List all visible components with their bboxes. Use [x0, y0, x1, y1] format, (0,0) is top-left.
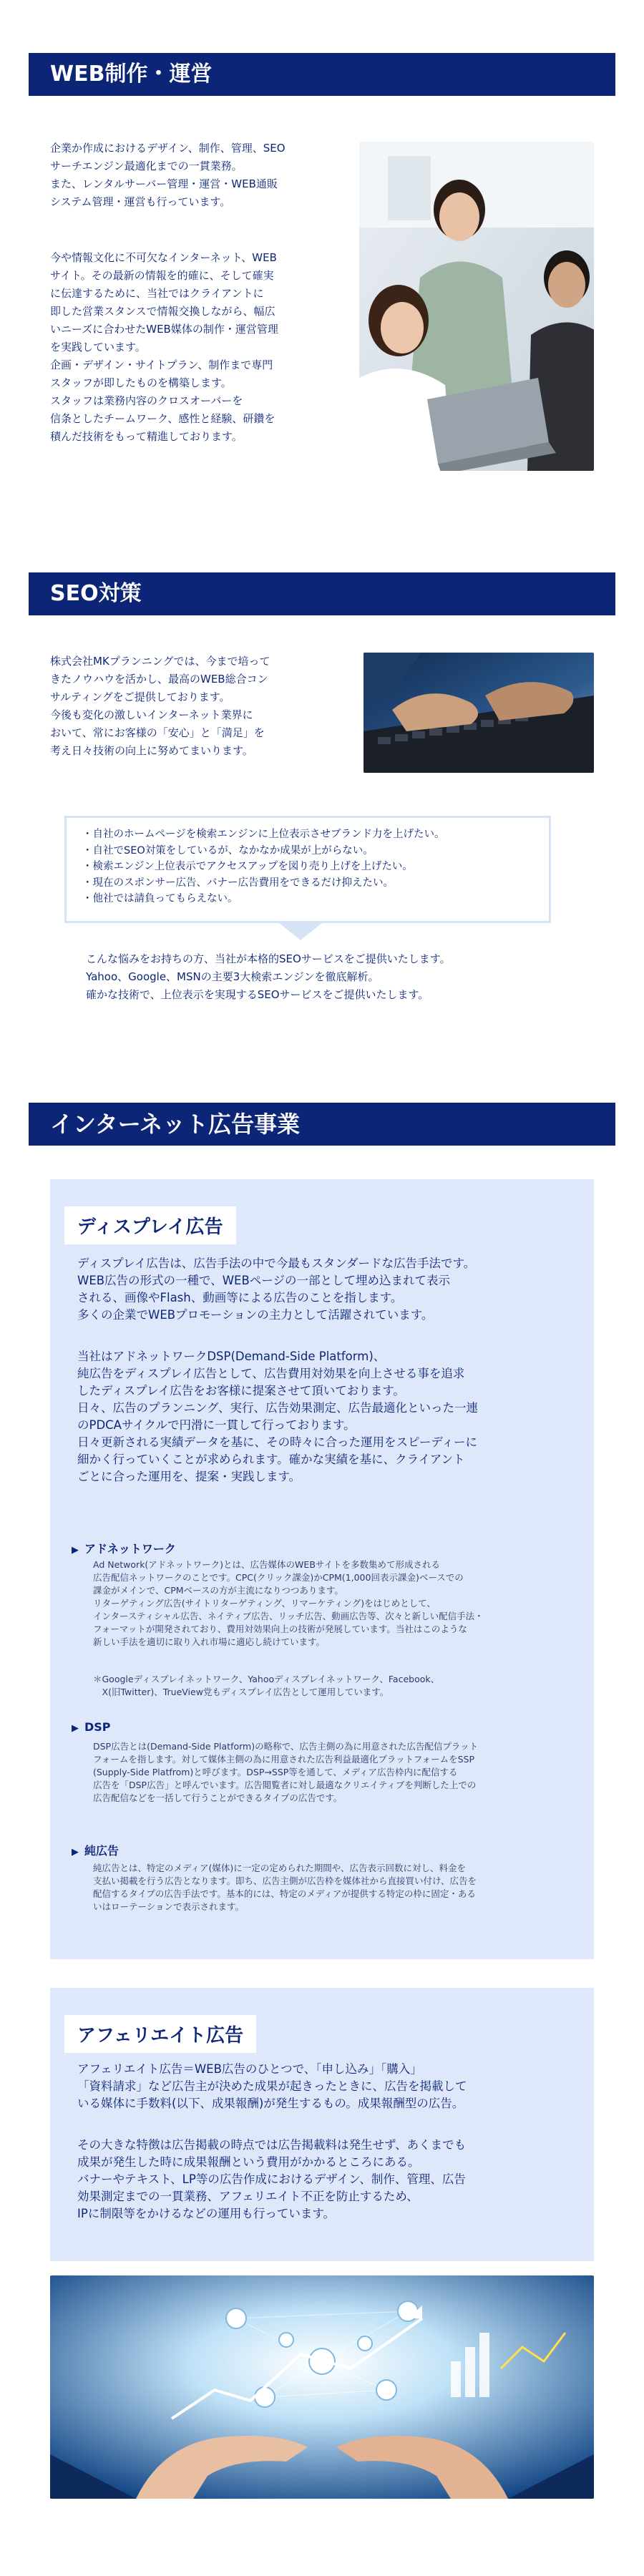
adnet-line: 課金がメインで、CPMベースの方が主流になりつつあります。	[93, 1585, 343, 1596]
dsp-text	[93, 1740, 572, 1805]
web-description	[50, 249, 351, 446]
pure-line: いはローテーションで表示されます。	[93, 1901, 245, 1912]
seo-line: 考え日々技術の向上に努めてまいります。	[50, 744, 253, 757]
affiliate-line: 「資料請求」など広告主が決めた成果が起きったときに、広告を掲載して	[77, 2079, 467, 2093]
section-title-web: WEB制作・運営	[29, 53, 615, 96]
seo-concern-item: ・自社のホームページを検索エンジンに上位表示させブランド力を上げたい。	[82, 829, 445, 840]
seo-concerns-box	[64, 816, 551, 923]
adnetwork-note	[93, 1673, 572, 1699]
seo-concern-item: ・現在のスポンサー広告、バナー広告費用をできるだけ抑えたい。	[82, 877, 394, 889]
affiliate-intro	[77, 2061, 578, 2112]
web-line: 信条としたチームワーク、感性と経験、研鑽を	[50, 412, 275, 425]
web-line: サイト。その最新の情報を的確に、そして確実	[50, 269, 274, 282]
web-line: 積んだ技術をもって精進しております。	[50, 430, 243, 443]
web-line: に伝達するために、当社ではクライアントに	[50, 287, 264, 300]
web-line: いニーズに合わせたWEB媒体の制作・運営管理	[50, 323, 278, 336]
seo-service-text	[86, 950, 587, 1004]
seo-after-line: こんな悩みをお持ちの方、当社が本格的SEOサービスをご提供いたします。	[86, 952, 451, 965]
pure-line: 支払い掲載を行う広告となります。即ち、広告主側が広告枠を媒体社から直接買い付け、広告を	[93, 1875, 477, 1886]
affiliate-line: アフェリエイト広告＝WEB広告のひとつで、「申し込み」「購入」	[77, 2062, 422, 2076]
office-team-photo	[359, 142, 594, 471]
display-line: 当社はアドネットワークDSP(Demand-Side Platform)、	[77, 1350, 386, 1363]
adnetwork-heading	[72, 1540, 176, 1556]
web-line: 今や情報文化に不可欠なインターネット、WEB	[50, 251, 277, 264]
web-line: また、レンタルサーバー管理・運営・WEB通販	[50, 177, 278, 190]
pure-ad-text	[93, 1862, 572, 1913]
dsp-title: DSP	[84, 1720, 111, 1734]
display-line: 細かく行っていくことが求められます。確かな実績を基に、クライアント	[77, 1453, 465, 1466]
web-line: システム管理・運営も行っています。	[50, 195, 231, 208]
adnetwork-text	[93, 1558, 572, 1649]
display-ad-title: ディスプレイ広告	[64, 1206, 236, 1244]
display-ad-detail	[77, 1348, 571, 1485]
display-line: 純広告をディスプレイ広告として、広告費用対効果を向上させる事を追求	[77, 1367, 465, 1380]
adnet-line: フォーマットが開発されており、費用対効果向上の技術が発展しています。当社はこのような	[93, 1624, 467, 1634]
display-ad-intro	[77, 1255, 571, 1324]
display-line: される、画像やFlash、動画等による広告のことを指します。	[77, 1291, 403, 1304]
seo-line: サルティングをご提供しております。	[50, 691, 230, 703]
seo-description	[50, 653, 351, 760]
triangle-right-icon: ▶	[72, 1545, 79, 1556]
pure-ad-heading	[72, 1842, 119, 1858]
dsp-line: 広告を「DSP広告」と呼んでいます。広告閲覧者に対し最適なクリエイティブを判断した上での	[93, 1780, 477, 1790]
triangle-right-icon: ▶	[72, 1847, 79, 1858]
adnet-line: インタースティシャル広告、ネイティブ広告、リッチ広告、動画広告等、次々と新しい配信手法・	[93, 1611, 484, 1621]
triangle-right-icon: ▶	[72, 1723, 79, 1734]
seo-after-line: 確かな技術で、上位表示を実現するSEOサービスをご提供いたします。	[86, 988, 429, 1001]
dsp-heading	[72, 1720, 111, 1734]
display-line: 日々更新される実績データを基に、その時々に合った運用をスピーディーに	[77, 1435, 478, 1449]
display-line: したディスプレイ広告をお客様に提案させて頂いております。	[77, 1384, 405, 1397]
display-line: ごとに合った運用を、提案・実践します。	[77, 1470, 301, 1483]
keyboard-photo	[364, 653, 594, 773]
affiliate-line: 成果が発生した時に成果報酬という費用がかかるところにある。	[77, 2155, 420, 2169]
affiliate-line: いる媒体に手数料(以下、成果報酬)が発生するもの。成果報酬型の広告。	[77, 2097, 464, 2110]
adnet-line: リターゲティング広告(サイトリターゲティング、リマーケティング)をはじめとして、	[93, 1598, 436, 1609]
seo-after-line: Yahoo、Google、MSNの主要3大検索エンジンを徹底解析。	[86, 970, 379, 983]
affiliate-line: IPに制限等をかけるなどの運用も行っています。	[77, 2207, 335, 2220]
adnet-line: Ad Network(アドネットワーク)とは、広告媒体のWEBサイトを多数集めて形成される	[93, 1559, 441, 1570]
seo-concern-item: ・自社でSEO対策をしているが、なかなか成果が上がらない。	[82, 844, 374, 857]
adnet-line: 新しい手法を適切に取り入れ市場に適応し続けています。	[93, 1636, 326, 1647]
section-title-ad: インターネット広告事業	[29, 1103, 615, 1146]
dsp-line: 広告配信などを一括して行うことができるタイプの広告です。	[93, 1792, 343, 1803]
display-line: WEB広告の形式の一種で、WEBページの一部として埋め込まれて表示	[77, 1274, 450, 1287]
adnet-line: 広告配信ネットワークのことです。CPC(クリック課金)かCPM(1,000回表示課金)ベースでの	[93, 1572, 464, 1583]
affiliate-detail	[77, 2137, 578, 2223]
affiliate-ad-title: アフェリエイト広告	[64, 2015, 256, 2053]
web-line: スタッフは業務内容のクロスオーバーを	[50, 394, 243, 407]
adnet-note-line: ＊Googleディスプレイネットワーク、Yahooディスプレイネットワーク、Facebook、	[93, 1674, 440, 1684]
dsp-line: (Supply-Side Platfrom)と呼びます。DSP→SSP等を通して、メディア広告枠内に配信する	[93, 1767, 458, 1777]
display-line: 多くの企業でWEBプロモーションの主力として活躍されています。	[77, 1308, 434, 1322]
seo-line: 今後も変化の激しいインターネット業界に	[50, 708, 253, 721]
web-intro	[50, 140, 351, 211]
seo-concern-item: ・他社では請負ってもらえない。	[82, 893, 238, 904]
display-line: 日々、広告のプランニング、実行、広告効果測定、広告最適化といった一連	[77, 1401, 479, 1415]
web-line: 企画・デザイン・サイトプラン、制作まで専門	[50, 358, 273, 371]
adnet-note-line: X(旧Twitter)、TrueView党もディスプレイ広告として運用しています。	[93, 1687, 389, 1697]
section-title-seo: SEO対策	[29, 572, 615, 615]
pure-ad-title: 純広告	[84, 1844, 119, 1858]
web-line: 企業か作成におけるデザイン、制作、管理、SEO	[50, 142, 286, 155]
seo-concern-item: ・検索エンジン上位表示でアクセスアップを図り売り上げを上げたい。	[82, 861, 413, 872]
affiliate-line: その大きな特徴は広告掲載の時点では広告掲載料は発生せず、あくまでも	[77, 2138, 467, 2152]
display-line: のPDCAサイクルで円滑に一貫して行っております。	[77, 1418, 356, 1432]
pure-line: 純広告とは、特定のメディア(媒体)に一定の定められた期間や、広告表示回数に対し、料金を	[93, 1863, 467, 1873]
affiliate-ad-panel	[50, 1988, 594, 2261]
seo-line: おいて、常にお客様の「安心」と「満足」を	[50, 726, 265, 739]
pure-line: 配信するタイプの広告手法です。基本的には、特定のメディアが提供する特定の枠に固定・ある	[93, 1888, 476, 1899]
web-line: スタッフが即したものを構築します。	[50, 376, 232, 389]
web-line: 即した営業スタンスで情報交換しながら、幅広	[50, 305, 275, 318]
seo-line: きたノウハウを活かし、最高のWEB総合コン	[50, 673, 268, 686]
affiliate-line: バナーやテキスト、LP等の広告作成におけるデザイン、制作、管理、広告	[77, 2172, 466, 2186]
down-arrow-icon	[279, 923, 322, 940]
display-line: ディスプレイ広告は、広告手法の中で今最もスタンダードな広告手法です。	[77, 1257, 476, 1270]
seo-line: 株式会社MKプランニングでは、今まで培って	[50, 655, 270, 668]
web-line: サーチエンジン最適化までの一貫業務。	[50, 160, 243, 172]
display-ad-panel	[50, 1179, 594, 1959]
dsp-line: フォームを指します。対して媒体主側の為に用意された広告利益最適化プラットフォームをSSP	[93, 1754, 475, 1765]
dsp-line: DSP広告とは(Demand-Side Platform)の略称で、広告主側の為に用意された広告配信プラット	[93, 1741, 479, 1752]
web-line: を実践しています。	[50, 341, 146, 353]
network-hands-image	[50, 2275, 594, 2499]
adnetwork-title: アドネットワーク	[84, 1542, 176, 1556]
affiliate-line: 効果測定までの一貫業務、アフェリエイト不正を防止するため、	[77, 2190, 419, 2203]
